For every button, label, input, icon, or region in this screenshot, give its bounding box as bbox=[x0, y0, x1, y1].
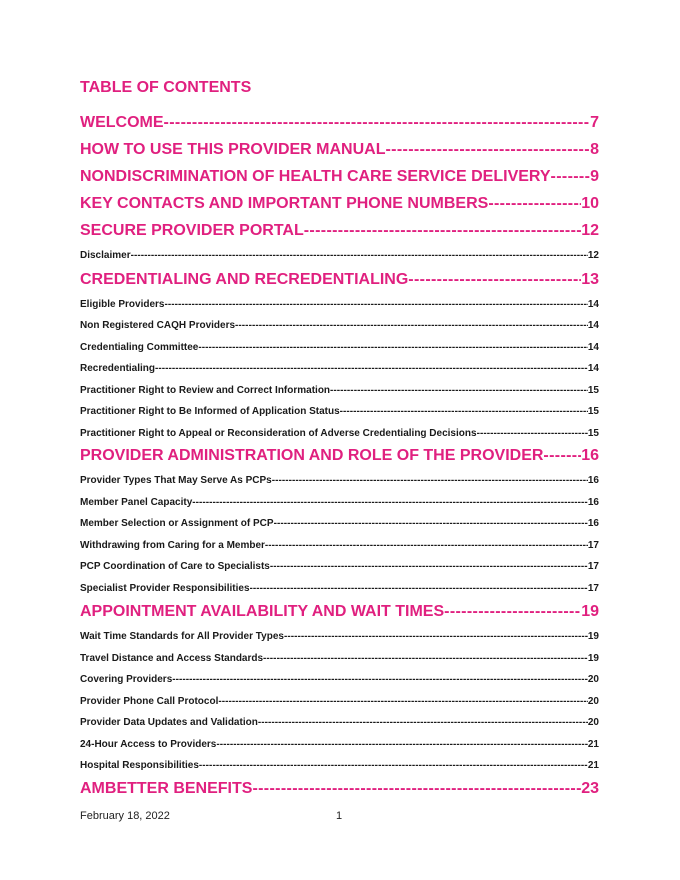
toc-entry-label: Recredentialing bbox=[80, 363, 156, 374]
dot-leader bbox=[155, 362, 588, 375]
toc-entry[interactable] bbox=[80, 630, 599, 643]
toc-entry-label: WELCOME bbox=[80, 114, 164, 131]
toc-entry[interactable] bbox=[80, 602, 599, 622]
toc-entry-label: Travel Distance and Access Standards bbox=[80, 653, 264, 664]
toc-entry[interactable] bbox=[80, 695, 599, 708]
toc-entry-label: Provider Phone Call Protocol bbox=[80, 696, 219, 707]
toc-entry-label: PCP Coordination of Care to Specialists bbox=[80, 561, 270, 572]
toc-entry-page: 14 bbox=[587, 299, 599, 310]
toc-entry-label: SECURE PROVIDER PORTAL bbox=[80, 222, 304, 239]
toc-entry[interactable] bbox=[80, 140, 599, 160]
toc-entry-page: 16 bbox=[587, 497, 599, 508]
toc-entry-page: 9 bbox=[590, 168, 599, 185]
dot-leader bbox=[199, 759, 588, 772]
toc-entry-page: 16 bbox=[587, 475, 599, 486]
toc-entry-label: Specialist Provider Responsibilities bbox=[80, 583, 250, 594]
dot-leader bbox=[330, 384, 588, 397]
dot-leader bbox=[252, 779, 581, 799]
toc-entry-label: Non Registered CAQH Providers bbox=[80, 320, 236, 331]
toc-entry[interactable] bbox=[80, 249, 599, 262]
dot-leader bbox=[164, 113, 591, 133]
toc-entry-page: 19 bbox=[587, 631, 599, 642]
toc-entry[interactable] bbox=[80, 446, 599, 466]
toc-entry-label: APPOINTMENT AVAILABILITY AND WAIT TIMES bbox=[80, 603, 445, 620]
toc-entry[interactable] bbox=[80, 298, 599, 311]
dot-leader bbox=[164, 298, 587, 311]
toc-entry-label: Practitioner Right to Appeal or Reconsideration of Adverse Credentialing Decisions bbox=[80, 428, 477, 439]
dot-leader bbox=[198, 341, 588, 354]
footer-page-number: 1 bbox=[336, 810, 343, 822]
toc-entry-page: 19 bbox=[581, 603, 599, 620]
dot-leader bbox=[250, 582, 588, 595]
toc-entry-page: 21 bbox=[587, 760, 599, 771]
toc-entry[interactable] bbox=[80, 341, 599, 354]
dot-leader bbox=[543, 446, 581, 466]
dot-leader bbox=[408, 270, 581, 290]
dot-leader bbox=[274, 517, 588, 530]
toc-entry-page: 12 bbox=[581, 222, 599, 239]
toc-entry-page: 15 bbox=[587, 428, 599, 439]
toc-entry[interactable] bbox=[80, 539, 599, 552]
toc-entry[interactable] bbox=[80, 270, 599, 290]
toc-entry-page: 16 bbox=[581, 447, 599, 464]
dot-leader bbox=[263, 652, 588, 665]
toc-entry-page: 10 bbox=[581, 195, 599, 212]
dot-leader bbox=[270, 560, 588, 573]
toc-entry-label: Disclaimer bbox=[80, 250, 131, 261]
toc-entry[interactable] bbox=[80, 560, 599, 573]
toc-entry-page: 14 bbox=[587, 320, 599, 331]
toc-heading: TABLE OF CONTENTS bbox=[80, 79, 252, 96]
toc-entry[interactable] bbox=[80, 673, 599, 686]
toc-entry-label: PROVIDER ADMINISTRATION AND ROLE OF THE PROVIDER bbox=[80, 447, 544, 464]
toc-entry[interactable] bbox=[80, 113, 599, 133]
dot-leader bbox=[444, 602, 581, 622]
toc-entry-label: Member Panel Capacity bbox=[80, 497, 193, 508]
toc-entry-label: Eligible Providers bbox=[80, 299, 165, 310]
toc-entry-label: Withdrawing from Caring for a Member bbox=[80, 540, 265, 551]
toc-entry[interactable] bbox=[80, 167, 599, 187]
dot-leader bbox=[304, 221, 581, 241]
toc-entry-label: Hospital Responsibilities bbox=[80, 760, 199, 771]
toc-entry-page: 16 bbox=[587, 518, 599, 529]
toc-entry[interactable] bbox=[80, 384, 599, 397]
toc-entry-page: 7 bbox=[590, 114, 599, 131]
dot-leader bbox=[172, 673, 588, 686]
toc-entry-page: 19 bbox=[587, 653, 599, 664]
toc-entry[interactable] bbox=[80, 427, 599, 440]
toc-entry-page: 12 bbox=[587, 250, 599, 261]
toc-entry-page: 15 bbox=[587, 406, 599, 417]
toc-entry-label: Wait Time Standards for All Provider Types bbox=[80, 631, 284, 642]
dot-leader bbox=[551, 167, 591, 187]
toc-entry-label: Credentialing Committee bbox=[80, 342, 199, 353]
toc-entry[interactable] bbox=[80, 474, 599, 487]
toc-entry[interactable] bbox=[80, 716, 599, 729]
toc-entry-label: Member Selection or Assignment of PCP bbox=[80, 518, 274, 529]
dot-leader bbox=[192, 496, 588, 509]
toc-entry[interactable] bbox=[80, 496, 599, 509]
toc-entry-page: 13 bbox=[581, 271, 599, 288]
toc-entry[interactable] bbox=[80, 582, 599, 595]
dot-leader bbox=[131, 249, 588, 262]
dot-leader bbox=[258, 716, 588, 729]
dot-leader bbox=[340, 405, 588, 418]
toc-entry-label: AMBETTER BENEFITS bbox=[80, 780, 253, 797]
toc-entry-page: 21 bbox=[587, 739, 599, 750]
dot-leader bbox=[265, 539, 588, 552]
toc-entry-page: 20 bbox=[587, 696, 599, 707]
toc-entry-page: 17 bbox=[587, 561, 599, 572]
dot-leader bbox=[218, 695, 588, 708]
toc-entry[interactable] bbox=[80, 319, 599, 332]
toc-entry[interactable] bbox=[80, 194, 599, 214]
toc-entry-page: 20 bbox=[587, 674, 599, 685]
toc-entry-label: Covering Providers bbox=[80, 674, 173, 685]
toc-entry-page: 8 bbox=[590, 141, 599, 158]
toc-entry-page: 15 bbox=[587, 385, 599, 396]
toc-entry[interactable] bbox=[80, 362, 599, 375]
toc-entry-page: 14 bbox=[587, 363, 599, 374]
dot-leader bbox=[216, 738, 588, 751]
toc-entry-page: 20 bbox=[587, 717, 599, 728]
toc-entry-page: 23 bbox=[581, 780, 599, 797]
toc-entry-label: CREDENTIALING AND RECREDENTIALING bbox=[80, 271, 409, 288]
dot-leader bbox=[235, 319, 588, 332]
toc-entry[interactable] bbox=[80, 652, 599, 665]
dot-leader bbox=[386, 140, 591, 160]
toc-entry-label: HOW TO USE THIS PROVIDER MANUAL bbox=[80, 141, 386, 158]
dot-leader bbox=[477, 427, 588, 440]
dot-leader bbox=[488, 194, 581, 214]
dot-leader bbox=[284, 630, 588, 643]
toc-entry[interactable] bbox=[80, 759, 599, 772]
toc-entry[interactable] bbox=[80, 405, 599, 418]
toc-entry-page: 17 bbox=[587, 583, 599, 594]
toc-entry-page: 17 bbox=[587, 540, 599, 551]
toc-entry[interactable] bbox=[80, 738, 599, 751]
toc-entry-label: Provider Types That May Serve As PCPs bbox=[80, 475, 272, 486]
footer-date: February 18, 2022 bbox=[80, 810, 170, 822]
toc-entry-label: NONDISCRIMINATION OF HEALTH CARE SERVICE DELIVERY bbox=[80, 168, 551, 185]
dot-leader bbox=[272, 474, 588, 487]
toc-entry-label: KEY CONTACTS AND IMPORTANT PHONE NUMBERS bbox=[80, 195, 489, 212]
toc-entry-label: Practitioner Right to Be Informed of Application Status bbox=[80, 406, 340, 417]
toc-entry[interactable] bbox=[80, 779, 599, 799]
toc-entry[interactable] bbox=[80, 221, 599, 241]
toc-entry-label: Provider Data Updates and Validation bbox=[80, 717, 258, 728]
toc-entry-label: Practitioner Right to Review and Correct Information bbox=[80, 385, 331, 396]
toc-entry-page: 14 bbox=[587, 342, 599, 353]
toc-entry[interactable] bbox=[80, 517, 599, 530]
toc-entry-label: 24-Hour Access to Providers bbox=[80, 739, 217, 750]
